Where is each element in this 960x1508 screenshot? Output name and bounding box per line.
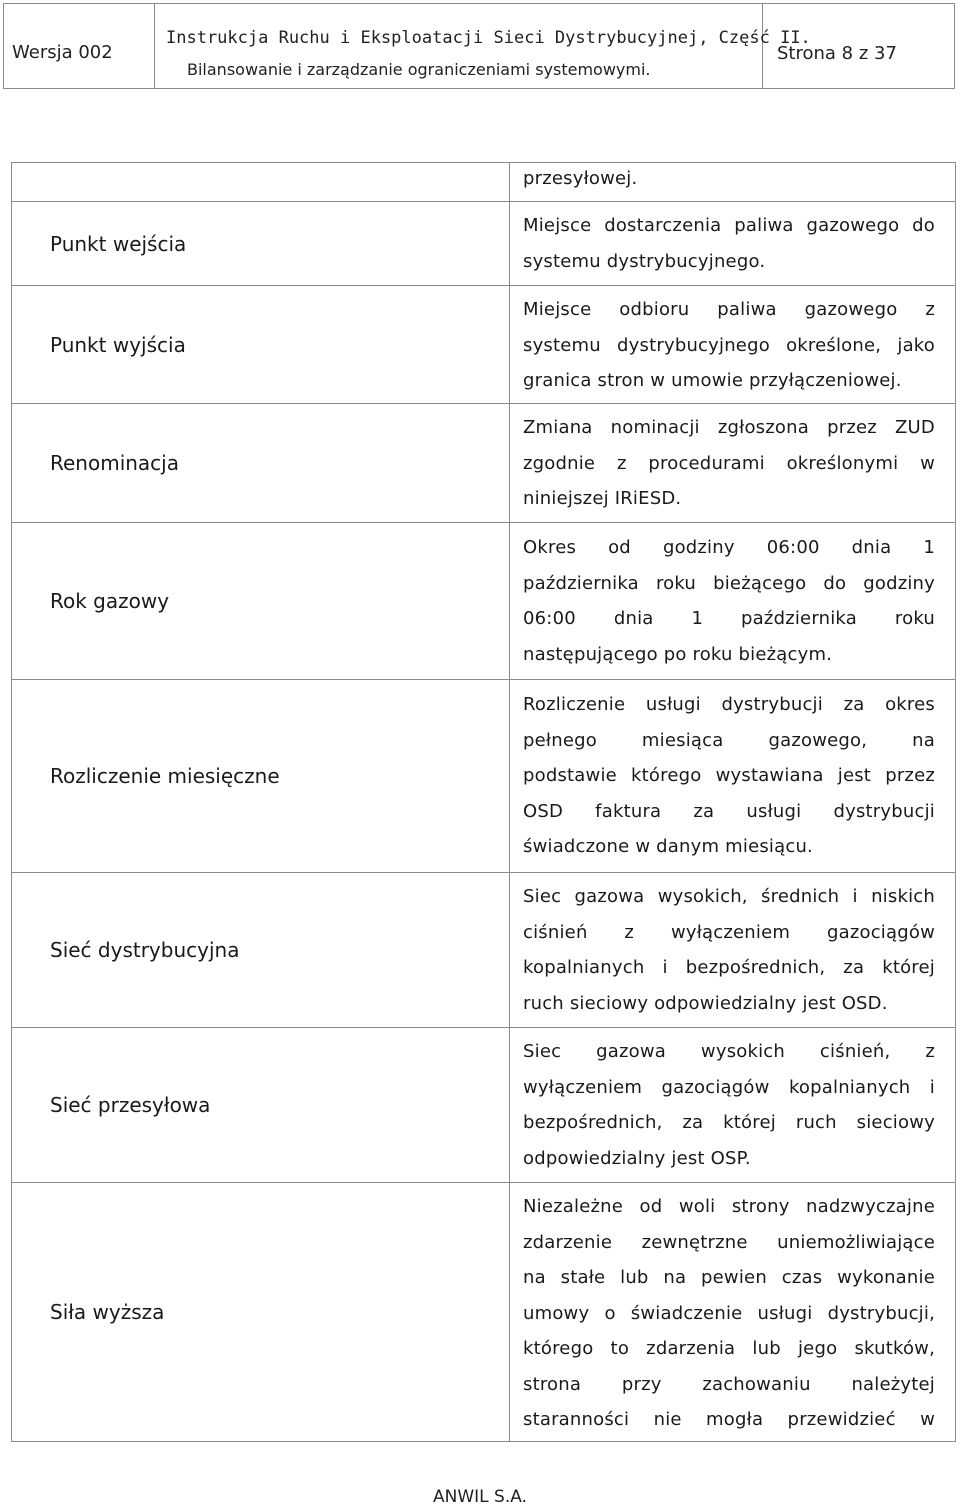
definition-text: Siec gazowa wysokich ciśnień, z wyłączeniem gazociągów kopalnianych i bezpośrednich, za której ruch sieciowy odpowiedzialny jest OSP.	[523, 1041, 935, 1169]
page-header	[3, 3, 955, 89]
definition-term	[12, 163, 510, 201]
header-page-cell	[762, 4, 954, 88]
definition-text: Niezależne od woli strony nadzwyczajne zdarzenie zewnętrzne uniemożliwiające na stałe lub na pewien czas wykonanie umowy o świadczenie usługi dystrybucji, którego to zdarzenia lub jego skutków, strona przy zachowaniu należytej staranności nie mogła przewidzieć w	[523, 1196, 935, 1430]
document-title: Instrukcja Ruchu i Eksploatacji Sieci Dystrybucyjnej, Część II.	[166, 28, 811, 48]
definition-text: Zmiana nominacji zgłoszona przez ZUD zgodnie z procedurami określonymi w niniejszej IRiESD.	[523, 417, 935, 509]
definition-term: Sieć przesyłowa	[12, 1028, 510, 1182]
definition-term: Sieć dystrybucyjna	[12, 873, 510, 1027]
definition-text: przesyłowej.	[523, 168, 638, 189]
definition-row	[12, 1027, 955, 1182]
definition-row	[12, 201, 955, 285]
definition-row	[12, 1182, 955, 1441]
definition-text: Rozliczenie usługi dystrybucji za okres pełnego miesiąca gazowego, na podstawie którego wystawiana jest przez OSD faktura za usługi dystrybucji świadczone w danym miesiącu.	[523, 694, 935, 857]
definition-text: Miejsce odbioru paliwa gazowego z systemu dystrybucyjnego określone, jako granica stron w umowie przyłączeniowej.	[523, 299, 935, 391]
definition-row	[12, 285, 955, 403]
definition-term: Rok gazowy	[12, 523, 510, 679]
definition-row	[12, 163, 955, 201]
definition-term: Punkt wejścia	[12, 202, 510, 285]
page-footer: ANWIL S.A.	[433, 1487, 527, 1507]
definitions-table	[11, 162, 956, 1442]
definition-text: Siec gazowa wysokich, średnich i niskich ciśnień z wyłączeniem gazociągów kopalnianych i bezpośrednich, za której ruch sieciowy odpowiedzialny jest OSD.	[523, 886, 935, 1014]
definition-term: Rozliczenie miesięczne	[12, 680, 510, 872]
definition-term: Renominacja	[12, 404, 510, 522]
page-number: Strona 8 z 37	[777, 43, 897, 64]
definition-row	[12, 403, 955, 522]
definition-term: Siła wyższa	[12, 1183, 510, 1441]
definition-term: Punkt wyjścia	[12, 286, 510, 403]
definition-row	[12, 522, 955, 679]
definition-row	[12, 872, 955, 1027]
definition-text: Miejsce dostarczenia paliwa gazowego do systemu dystrybucyjnego.	[523, 215, 935, 272]
definition-row	[12, 679, 955, 872]
document-subtitle: Bilansowanie i zarządzanie ograniczeniami systemowymi.	[187, 60, 651, 79]
header-version-cell	[4, 4, 155, 88]
definition-text: Okres od godziny 06:00 dnia 1 października roku bieżącego do godziny 06:00 dnia 1 października roku następującego po roku bieżącym.	[523, 537, 935, 665]
document-version: Wersja 002	[12, 42, 113, 63]
header-title-cell	[154, 4, 811, 88]
